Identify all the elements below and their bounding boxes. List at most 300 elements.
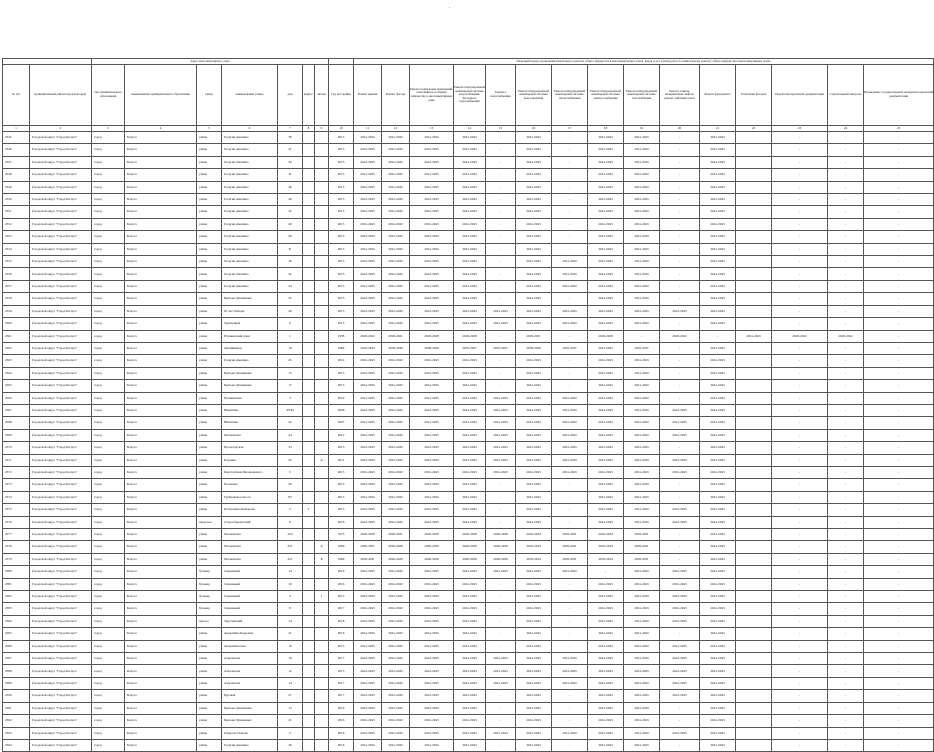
page-mark: . [449, 4, 451, 10]
table-cell: улица [197, 727, 222, 739]
table-cell: - [486, 603, 516, 615]
column-header: Ремонт внутридомовой инженерной системы электроснабжения [588, 65, 624, 126]
table-cell: - [772, 516, 828, 528]
table-cell: 2041-2043 [410, 690, 454, 702]
table-cell: 2041-2043 [382, 169, 410, 181]
table-cell: 1969 [329, 553, 354, 565]
table-cell: 12 [278, 665, 303, 677]
table-cell: - [486, 690, 516, 702]
table-cell: 2041-2043 [588, 615, 624, 627]
column-number: 18 [588, 126, 624, 132]
column-header: Год постройки [329, 65, 354, 126]
table-cell: 2041-2043 [486, 318, 516, 330]
table-cell [315, 231, 329, 243]
table-cell [736, 653, 772, 665]
table-cell: - [552, 243, 588, 255]
table-cell: улица [197, 342, 222, 354]
table-cell: - [486, 231, 516, 243]
table-cell: 2041-2043 [382, 367, 410, 379]
table-cell: 2041-2043 [588, 491, 624, 503]
table-row [3, 702, 934, 714]
table-cell: 2041-2043 [552, 665, 588, 677]
table-cell: 45/49 [278, 404, 303, 416]
table-cell: 2569 [3, 429, 30, 441]
table-cell [303, 293, 315, 305]
table-cell: - [864, 355, 934, 367]
table-cell: 2041-2043 [454, 491, 486, 503]
column-header: литера [315, 65, 329, 126]
table-cell: - [864, 553, 934, 565]
table-cell: - [486, 243, 516, 255]
table-cell: 2041-2043 [382, 454, 410, 466]
table-cell: 2041-2043 [410, 144, 454, 156]
table-cell: 2041-2043 [354, 491, 382, 503]
column-number: 10 [329, 126, 354, 132]
table-cell: 16 [278, 640, 303, 652]
table-cell: 2041-2043 [588, 380, 624, 392]
table-cell: Калуга [125, 404, 197, 416]
table-cell: - [828, 677, 864, 689]
table-cell: 2041-2043 [382, 181, 410, 193]
table-cell: - [864, 615, 934, 627]
table-cell [315, 293, 329, 305]
table-cell: 2007 [329, 417, 354, 429]
table-cell: - [552, 603, 588, 615]
table-cell: 2548 [3, 169, 30, 181]
table-cell: - [660, 256, 700, 268]
table-cell: 2041-2043 [700, 739, 736, 751]
table-cell: 2041-2043 [454, 640, 486, 652]
table-cell: Городской округ "Город Калуга" [30, 442, 92, 454]
table-cell: - [772, 256, 828, 268]
table-cell: 2041-2043 [624, 454, 660, 466]
table-cell: 42 [278, 268, 303, 280]
table-cell: 2038-2040 [382, 342, 410, 354]
table-cell [736, 181, 772, 193]
table-cell: Б [315, 553, 329, 565]
table-cell: 2041-2043 [382, 268, 410, 280]
table-cell: город [92, 479, 125, 491]
table-cell [315, 243, 329, 255]
table-cell: 2041-2043 [410, 653, 454, 665]
table-cell: 2015 [329, 491, 354, 503]
table-cell: 2029-2031 [624, 553, 660, 565]
table-cell: - [772, 429, 828, 441]
table-cell: - [486, 367, 516, 379]
table-cell: 2026-2028 [410, 553, 454, 565]
table-cell: бульвар [197, 591, 222, 603]
table-cell: 2032-2034 [354, 342, 382, 354]
table-cell: 2041-2043 [354, 231, 382, 243]
table-cell: бульвар [197, 566, 222, 578]
table-cell: - [828, 417, 864, 429]
table-cell: Георгия Амелина [222, 132, 278, 144]
table-cell: Академика Королева [222, 628, 278, 640]
table-cell: 2041-2043 [382, 194, 410, 206]
table-cell: - [660, 181, 700, 193]
table-cell [736, 243, 772, 255]
table-cell [736, 591, 772, 603]
table-row [3, 243, 934, 255]
table-cell: 2041-2043 [454, 578, 486, 590]
table-cell: Калуга [125, 305, 197, 317]
table-cell [315, 578, 329, 590]
table-cell: - [486, 181, 516, 193]
table-cell: 2041-2043 [516, 615, 552, 627]
table-cell: - [828, 342, 864, 354]
table-cell: 2041-2043 [410, 243, 454, 255]
table-cell: - [552, 380, 588, 392]
table-cell: 2041-2043 [516, 491, 552, 503]
table-cell [315, 256, 329, 268]
table-cell: улица [197, 665, 222, 677]
table-cell: - [552, 628, 588, 640]
table-cell [736, 479, 772, 491]
table-cell: - [828, 504, 864, 516]
table-cell: Городской округ "Город Калуга" [30, 305, 92, 317]
table-cell: 2041-2043 [516, 479, 552, 491]
table-cell: город [92, 578, 125, 590]
table-cell: улица [197, 231, 222, 243]
table-cell: - [828, 529, 864, 541]
table-cell: 65 лет Победы [222, 305, 278, 317]
table-cell: 2041-2043 [454, 355, 486, 367]
table-cell [315, 404, 329, 416]
table-cell: А [315, 541, 329, 553]
table-cell: 2041-2043 [486, 417, 516, 429]
table-cell: 2041-2043 [454, 181, 486, 193]
table-cell: 2035-2037 [486, 342, 516, 354]
table-cell: город [92, 491, 125, 503]
table-cell: улица [197, 392, 222, 404]
table-cell [736, 380, 772, 392]
table-cell [315, 367, 329, 379]
table-cell: 2041-2043 [700, 727, 736, 739]
table-cell: Калуга [125, 677, 197, 689]
table-cell: 2041-2043 [516, 566, 552, 578]
table-cell [736, 256, 772, 268]
column-header: наименование улицы [222, 65, 278, 126]
table-cell: 2020-2022 [660, 330, 700, 342]
table-cell: - [772, 553, 828, 565]
table-cell: - [772, 404, 828, 416]
table-cell: - [486, 380, 516, 392]
column-header: Ремонт фасада [382, 65, 410, 126]
table-cell [315, 156, 329, 168]
table-cell: 2041-2043 [516, 739, 552, 751]
table-cell: - [552, 690, 588, 702]
table-cell: Городской округ "Город Калуга" [30, 479, 92, 491]
table-cell: 2041-2043 [516, 380, 552, 392]
table-cell [736, 169, 772, 181]
table-cell: 2041-2043 [354, 243, 382, 255]
table-cell: 2015 [329, 132, 354, 144]
table-cell: 2041-2043 [382, 404, 410, 416]
table-cell: 2586 [3, 640, 30, 652]
table-cell: 2549 [3, 181, 30, 193]
table-cell: 2029-2031 [624, 541, 660, 553]
table-cell: - [772, 380, 828, 392]
table-cell: Городской округ "Город Калуга" [30, 181, 92, 193]
table-cell: 2041-2043 [354, 218, 382, 230]
table-cell: 2041-2043 [700, 305, 736, 317]
table-cell: 2041-2043 [354, 132, 382, 144]
table-cell: Калуга [125, 218, 197, 230]
table-cell: - [660, 280, 700, 292]
table-cell [303, 529, 315, 541]
table-row [3, 466, 934, 478]
table-cell: - [864, 256, 934, 268]
table-cell: Городской округ "Город Калуга" [30, 144, 92, 156]
table-cell: - [772, 206, 828, 218]
table-cell: 2041-2043 [410, 318, 454, 330]
table-cell: 2032-2034 [516, 541, 552, 553]
table-cell: 2014 [329, 355, 354, 367]
table-cell: 2029-2031 [624, 529, 660, 541]
table-cell: 2041-2043 [516, 404, 552, 416]
table-cell [315, 715, 329, 727]
table-cell [736, 715, 772, 727]
table-cell: Болдина [222, 454, 278, 466]
table-cell: 2041-2043 [410, 268, 454, 280]
table-cell: - [552, 156, 588, 168]
table-row [3, 380, 934, 392]
table-cell: 2041-2043 [410, 231, 454, 243]
table-cell [736, 516, 772, 528]
table-cell: Калуга [125, 578, 197, 590]
table-cell: - [828, 392, 864, 404]
table-cell: Сиреневый [222, 603, 278, 615]
table-cell: город [92, 615, 125, 627]
table-cell: 2041-2043 [382, 690, 410, 702]
table-cell: - [864, 318, 934, 330]
table-cell: 2557 [3, 280, 30, 292]
table-cell [303, 206, 315, 218]
table-cell: 2560 [3, 318, 30, 330]
table-cell [303, 516, 315, 528]
table-cell: 2041-2043 [382, 380, 410, 392]
table-cell: 2041-2043 [700, 392, 736, 404]
table-cell: - [486, 640, 516, 652]
table-cell: Калуга [125, 479, 197, 491]
table-cell: 2041-2043 [624, 739, 660, 751]
table-cell: 19 [278, 342, 303, 354]
table-cell [315, 615, 329, 627]
table-cell: 2041-2043 [624, 380, 660, 392]
table-cell: - [828, 603, 864, 615]
table-cell: - [864, 591, 934, 603]
table-cell: город [92, 429, 125, 441]
table-cell: 2041-2043 [354, 615, 382, 627]
table-cell: 2041-2043 [588, 739, 624, 751]
table-cell [736, 293, 772, 305]
table-cell: Калуга [125, 715, 197, 727]
table-cell: 2041-2043 [588, 169, 624, 181]
column-header: Ремонт фундамента [700, 65, 736, 126]
table-cell [315, 529, 329, 541]
table-cell: 2041-2043 [454, 665, 486, 677]
table-cell: 2041-2043 [516, 677, 552, 689]
column-number: 5 [197, 126, 222, 132]
table-cell: город [92, 454, 125, 466]
table-cell: бульвар [197, 603, 222, 615]
table-cell: город [92, 280, 125, 292]
table-cell: 2041-2043 [588, 194, 624, 206]
table-cell: 2041-2043 [516, 156, 552, 168]
table-cell: 2041-2043 [354, 591, 382, 603]
table-cell: Калуга [125, 491, 197, 503]
table-cell: 2041-2043 [454, 392, 486, 404]
table-cell: Калуга [125, 342, 197, 354]
table-cell: 2041-2043 [700, 578, 736, 590]
table-cell: 1 [278, 330, 303, 342]
table-cell [736, 156, 772, 168]
table-cell: 2041-2043 [454, 516, 486, 528]
table-cell [315, 181, 329, 193]
table-cell: 2591 [3, 702, 30, 714]
table-cell [303, 566, 315, 578]
table-cell: 2041-2043 [354, 417, 382, 429]
table-cell: 2041-2043 [588, 392, 624, 404]
table-cell: 2041-2043 [552, 653, 588, 665]
table-cell: 2041-2043 [624, 466, 660, 478]
table-cell: - [864, 231, 934, 243]
table-cell: Калуга [125, 628, 197, 640]
table-cell: город [92, 132, 125, 144]
table-cell: - [772, 417, 828, 429]
table-cell: 2041-2043 [454, 305, 486, 317]
table-cell: 2041-2043 [588, 715, 624, 727]
table-cell [303, 429, 315, 441]
table-cell: 2577 [3, 529, 30, 541]
table-cell: 2016 [329, 715, 354, 727]
table-cell: 2041-2043 [454, 169, 486, 181]
table-cell: 2041-2043 [700, 479, 736, 491]
table-cell: 2041-2043 [660, 690, 700, 702]
capital-repair-plan-table [2, 58, 934, 752]
column-header-row [3, 65, 934, 126]
table-cell: 2041-2043 [354, 479, 382, 491]
table-cell [315, 727, 329, 739]
table-cell: 2041-2043 [624, 516, 660, 528]
table-cell: - [486, 268, 516, 280]
table-cell [736, 727, 772, 739]
table-cell: 2041-2043 [552, 454, 588, 466]
table-cell: - [552, 218, 588, 230]
table-cell: - [772, 280, 828, 292]
table-cell: 2556 [3, 268, 30, 280]
table-cell: 26 [278, 194, 303, 206]
table-cell: 2041-2043 [410, 677, 454, 689]
table-cell: 2041-2043 [624, 293, 660, 305]
table-cell [736, 466, 772, 478]
table-cell: - [486, 156, 516, 168]
table-cell: 2041-2043 [410, 702, 454, 714]
table-cell: - [828, 156, 864, 168]
table-cell: 2041-2043 [700, 206, 736, 218]
table-cell: Калуга [125, 417, 197, 429]
table-cell: город [92, 553, 125, 565]
table-cell [315, 132, 329, 144]
table-cell: 2041-2043 [624, 442, 660, 454]
table-cell: 2041-2043 [354, 355, 382, 367]
table-cell: 2041-2043 [660, 454, 700, 466]
table-cell: 2041-2043 [454, 367, 486, 379]
table-cell [303, 727, 315, 739]
table-cell: 2041-2043 [624, 479, 660, 491]
table-row [3, 355, 934, 367]
table-cell: 2041-2043 [454, 690, 486, 702]
table-cell: 2041-2043 [552, 318, 588, 330]
table-cell: - [660, 144, 700, 156]
table-cell: 2041-2043 [382, 677, 410, 689]
table-cell: - [772, 504, 828, 516]
table-cell: - [486, 516, 516, 528]
table-cell: - [624, 330, 660, 342]
table-cell: 2041-2043 [354, 392, 382, 404]
table-cell: - [772, 194, 828, 206]
table-cell: 2041-2043 [700, 516, 736, 528]
table-cell: - [660, 206, 700, 218]
table-cell: 2038-2040 [410, 342, 454, 354]
table-cell: Калуга [125, 504, 197, 516]
table-cell: Городской округ "Город Калуга" [30, 702, 92, 714]
table-cell: 2041-2043 [624, 132, 660, 144]
table-cell: 40 [278, 218, 303, 230]
table-cell: 2032-2034 [588, 553, 624, 565]
table-cell: - [552, 715, 588, 727]
table-cell: Московская [222, 553, 278, 565]
table-cell: - [864, 665, 934, 677]
table-cell: 2041-2043 [660, 615, 700, 627]
table-cell: 2026-2028 [588, 330, 624, 342]
table-cell: 2041-2043 [588, 342, 624, 354]
table-cell: 2041-2043 [354, 268, 382, 280]
table-cell: 2041-2043 [382, 256, 410, 268]
table-cell: 2041-2043 [700, 591, 736, 603]
table-cell: - [828, 318, 864, 330]
table-cell: 2041-2043 [700, 367, 736, 379]
table-cell: - [486, 355, 516, 367]
table-cell: 2041-2043 [588, 653, 624, 665]
table-cell: Братьев Луканиных [222, 715, 278, 727]
table-cell: 2041-2043 [624, 367, 660, 379]
table-cell: Калуга [125, 566, 197, 578]
table-cell: Старообрядческий [222, 516, 278, 528]
table-cell [303, 690, 315, 702]
table-cell: 2041-2043 [624, 566, 660, 578]
table-cell: - [772, 231, 828, 243]
table-cell: 2041-2043 [516, 243, 552, 255]
table-cell: 2594 [3, 739, 30, 751]
table-cell: Сиреневый [222, 566, 278, 578]
table-cell: 2041-2043 [588, 429, 624, 441]
table-cell: 2041-2043 [382, 392, 410, 404]
table-cell: 2041-2043 [454, 293, 486, 305]
column-number: 9 [315, 126, 329, 132]
table-cell: - [486, 330, 516, 342]
table-cell: - [828, 181, 864, 193]
table-cell: город [92, 330, 125, 342]
table-cell: 2041-2043 [552, 566, 588, 578]
table-cell: 221 [278, 553, 303, 565]
table-cell: 2593 [3, 727, 30, 739]
table-cell: Никитина [222, 404, 278, 416]
table-row [3, 429, 934, 441]
table-cell [303, 603, 315, 615]
table-cell: - [864, 293, 934, 305]
table-cell: 2552 [3, 218, 30, 230]
